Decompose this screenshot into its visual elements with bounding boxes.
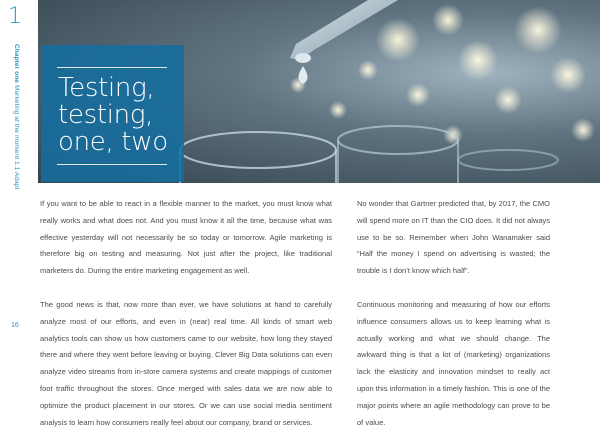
right-column [357,196,550,431]
page-title-line-2: testing, [58,100,154,130]
running-head [13,44,23,190]
paragraph: Continuous monitoring and measuring of how our efforts influence consumers allows us to keep learning what is actually working and what we should change. The awkward thing is that a lot of (marketing) organizations lack the elasticity and innovation mindset to really act upon this information in a timely fashion. This is one of the major points where an agile methodology can prove to be of value. [357,299,550,427]
page-title-line-1: Testing, [58,73,155,103]
paragraph: If you want to be able to react in a flexible manner to the market, you must know what really works and what does not. And you must know it all the time, because what was effective yesterday will not necessarily be so today or tomorrow. Agile marketing is therefore big on testing and measuring. Not just after the project, like traditional marketers do. During the entire marketing engagement as well. [40,199,332,276]
chapter-number: 1 [8,4,22,29]
running-head-chapter: Chapter one [13,44,20,84]
title-top-rule [57,67,167,68]
left-column [40,196,332,431]
page-number: 16 [11,322,19,329]
title-bottom-rule [57,164,167,165]
title-box [41,45,184,182]
paragraph: The good news is that, now more than ever, we have solutions at hand to carefully analyze most of our efforts, and even in (near) real time. All kinds of smart web analytics tools can show us how customers came to our website, how long they stayed there and where they went before leaving or buying. Clever Big Data solutions can even analyze video streams from in-store camera systems and create mappings of customer foot traffic throughout the stores. Once merged with sales data we are now able to optimize the product placement in our stores. Or we can use social media sentiment analysis to learn how consumers really feel about our company, brand or services. [40,299,332,427]
running-head-section: Marketing at the moment 1.1 Adapt [13,84,20,190]
paragraph: No wonder that Gartner predicted that, by 2017, the CMO will spend more on IT than the CIO does. It did not always use to be so. Remember when John Wanamaker said “Half the money I spend on advertising is wasted; the trouble is I don’t know which half”. [357,199,550,276]
page-title-line-3: one, two [58,127,168,157]
